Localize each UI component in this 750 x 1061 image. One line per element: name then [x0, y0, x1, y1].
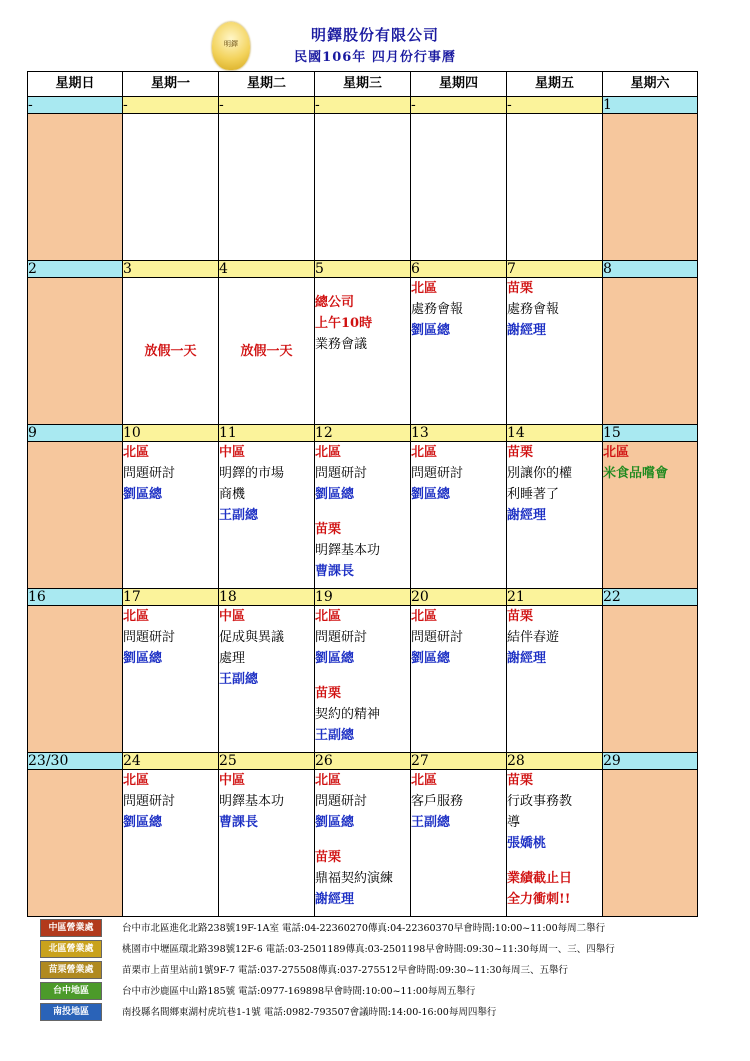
day-cell	[507, 114, 603, 261]
event-line: 米食品嚐會	[603, 466, 669, 481]
event-line: 北區	[123, 609, 150, 624]
date-number: -	[315, 97, 411, 114]
spacer	[315, 278, 410, 292]
day-cell	[28, 606, 123, 753]
date-number-row	[28, 589, 698, 606]
day-cell	[123, 114, 219, 261]
event-line: 北區	[411, 281, 438, 296]
date-number-row	[28, 261, 698, 278]
day-cell	[315, 442, 411, 589]
branch-badge: 苗栗營業處	[40, 961, 102, 979]
day-cell	[219, 278, 315, 425]
event-row	[28, 606, 698, 753]
calendar-table	[27, 71, 698, 917]
event-row	[28, 278, 698, 425]
branch-info: 台中市沙鹿區中山路185號 電話:0977-169898早會時間:10:00~11:00每周五舉行	[122, 986, 476, 997]
event-line: 問題研討	[411, 466, 464, 481]
event-line: 苗栗	[315, 686, 342, 701]
date-number: 13	[411, 425, 507, 442]
branch-row	[40, 1001, 730, 1022]
event-line: 行政事務教	[507, 794, 573, 809]
weekday-header: 星期五	[507, 72, 603, 97]
event-line: 總公司	[315, 295, 355, 310]
event-line: 謝經理	[507, 651, 547, 666]
day-cell	[28, 278, 123, 425]
date-number: 9	[28, 425, 123, 442]
event-line: 問題研討	[315, 630, 368, 645]
event-row	[28, 114, 698, 261]
event-line: 苗栗	[507, 281, 534, 296]
date-number: 17	[123, 589, 219, 606]
day-cell	[123, 770, 219, 917]
event-row	[28, 770, 698, 917]
date-number: -	[123, 97, 219, 114]
branch-row	[40, 980, 730, 1001]
date-number: 3	[123, 261, 219, 278]
event-line: 放假一天	[240, 343, 293, 359]
event-line: 上午10時	[315, 316, 373, 331]
event-line: 北區	[315, 773, 342, 788]
event-line: 劉區總	[123, 651, 163, 666]
date-number: 12	[315, 425, 411, 442]
day-cell	[123, 606, 219, 753]
event-line: 北區	[411, 609, 438, 624]
day-cell	[507, 770, 603, 917]
event-line: 苗栗	[507, 773, 534, 788]
day-cell	[507, 442, 603, 589]
date-number: 27	[411, 753, 507, 770]
day-cell	[315, 770, 411, 917]
day-cell	[123, 442, 219, 589]
event-line: 問題研討	[123, 630, 176, 645]
date-number: 8	[603, 261, 698, 278]
date-number: 4	[219, 261, 315, 278]
event-line: 北區	[123, 773, 150, 788]
event-line: 王副總	[315, 728, 355, 743]
calendar-title: 民國106年 四月份行事曆	[294, 50, 456, 65]
event-line: 曹課長	[219, 815, 259, 830]
event-line: 問題研討	[315, 466, 368, 481]
day-cell	[28, 114, 123, 261]
event-line: 鼎福契約演練	[315, 871, 394, 886]
event-line: 問題研討	[411, 630, 464, 645]
date-number: 24	[123, 753, 219, 770]
day-cell	[603, 442, 698, 589]
event-line: 劉區總	[411, 487, 451, 502]
day-cell	[123, 278, 219, 425]
event-line: 苗栗	[315, 850, 342, 865]
spacer	[315, 833, 410, 847]
date-number: 26	[315, 753, 411, 770]
branch-row	[40, 917, 730, 938]
weekday-header: 星期六	[603, 72, 698, 97]
day-cell	[411, 442, 507, 589]
event-line: 商機	[219, 487, 246, 502]
event-line: 處理	[219, 651, 246, 666]
event-line: 業績截止日	[507, 871, 573, 886]
event-line: 中區	[219, 609, 246, 624]
event-line: 問題研討	[123, 794, 176, 809]
date-number: 11	[219, 425, 315, 442]
event-line: 劉區總	[411, 651, 451, 666]
date-number: 15	[603, 425, 698, 442]
weekday-header: 星期四	[411, 72, 507, 97]
date-number: 1	[603, 97, 698, 114]
date-number-row	[28, 97, 698, 114]
event-line: 張嬌桃	[507, 836, 547, 851]
date-number: -	[28, 97, 123, 114]
event-line: 契約的精神	[315, 707, 381, 722]
day-cell	[603, 114, 698, 261]
event-line: 劉區總	[123, 487, 163, 502]
branch-info: 苗栗市上苗里站前1號9F-7 電話:037-275508傳真:037-275512早會時間:09:30~11:30每周三、五舉行	[122, 965, 569, 976]
event-line: 問題研討	[315, 794, 368, 809]
branch-info: 台中市北區進化北路238號19F-1A室 電話:04-22360270傳真:04-22360370早會時間:10:00~11:00每周二舉行	[122, 923, 606, 934]
event-line: 王副總	[219, 508, 259, 523]
branch-badge: 台中地區	[40, 982, 102, 1000]
day-cell	[603, 606, 698, 753]
event-line: 導	[507, 815, 521, 830]
company-name: 明鐸股份有限公司	[310, 26, 439, 44]
branch-row	[40, 938, 730, 959]
date-number: 5	[315, 261, 411, 278]
event-line: 業務會議	[315, 337, 368, 352]
event-line: 處務會報	[411, 302, 464, 317]
date-number: 22	[603, 589, 698, 606]
day-cell	[411, 606, 507, 753]
event-line: 劉區總	[123, 815, 163, 830]
branch-badge: 北區營業處	[40, 940, 102, 958]
event-line: 謝經理	[507, 323, 547, 338]
spacer	[507, 854, 602, 868]
event-line: 謝經理	[315, 892, 355, 907]
branch-badge: 南投地區	[40, 1003, 102, 1021]
event-line: 明鐸基本功	[315, 543, 381, 558]
day-cell	[603, 770, 698, 917]
date-number: 16	[28, 589, 123, 606]
event-line: 結伴春遊	[507, 630, 560, 645]
branch-info: 南投縣名間鄉東湖村虎坑巷1-1號 電話:0982-793507會議時間:14:00-16:00每周四舉行	[122, 1007, 497, 1018]
day-cell	[411, 278, 507, 425]
date-number: 18	[219, 589, 315, 606]
date-number: -	[507, 97, 603, 114]
event-line: 王副總	[411, 815, 451, 830]
date-number: 6	[411, 261, 507, 278]
day-cell	[219, 770, 315, 917]
date-number: -	[411, 97, 507, 114]
day-cell	[219, 606, 315, 753]
event-line: 放假一天	[144, 343, 197, 359]
day-cell	[315, 278, 411, 425]
day-cell	[411, 114, 507, 261]
weekday-header: 星期三	[315, 72, 411, 97]
event-line: 苗栗	[507, 609, 534, 624]
day-cell	[219, 114, 315, 261]
day-cell	[315, 114, 411, 261]
date-number: 19	[315, 589, 411, 606]
event-line: 王副總	[219, 672, 259, 687]
branch-footer	[40, 917, 730, 1022]
event-row	[28, 442, 698, 589]
weekday-header: 星期日	[28, 72, 123, 97]
day-cell	[28, 442, 123, 589]
event-line: 劉區總	[315, 651, 355, 666]
branch-badge: 中區營業處	[40, 919, 102, 937]
event-line: 全力衝刺!!	[507, 892, 571, 907]
event-line: 問題研討	[123, 466, 176, 481]
event-line: 北區	[315, 445, 342, 460]
event-line: 明鐸的市場	[219, 466, 285, 481]
spacer	[315, 505, 410, 519]
event-line: 劉區總	[315, 487, 355, 502]
weekday-header: 星期一	[123, 72, 219, 97]
event-line: 北區	[315, 609, 342, 624]
date-number: 10	[123, 425, 219, 442]
logo-text: 明鐸	[224, 40, 238, 48]
branch-info: 桃園市中壢區環北路398號12F-6 電話:03-2501189傳真:03-2501198早會時間:09:30~11:30每周一、三、四舉行	[122, 944, 615, 955]
date-number-row	[28, 753, 698, 770]
weekday-header-row	[28, 72, 698, 97]
branch-row	[40, 959, 730, 980]
date-number: 29	[603, 753, 698, 770]
day-cell	[219, 442, 315, 589]
event-line: 客戶服務	[411, 794, 464, 809]
event-line: 利睡著了	[507, 487, 560, 502]
date-number: 21	[507, 589, 603, 606]
date-number: -	[219, 97, 315, 114]
event-line: 曹課長	[315, 564, 355, 579]
date-number: 2	[28, 261, 123, 278]
event-line: 中區	[219, 445, 246, 460]
day-cell	[603, 278, 698, 425]
event-line: 明鐸基本功	[219, 794, 285, 809]
date-number: 28	[507, 753, 603, 770]
event-line: 北區	[123, 445, 150, 460]
event-line: 苗栗	[507, 445, 534, 460]
event-line: 謝經理	[507, 508, 547, 523]
date-number: 25	[219, 753, 315, 770]
weekday-header: 星期二	[219, 72, 315, 97]
event-line: 中區	[219, 773, 246, 788]
date-number: 23/30	[28, 753, 123, 770]
event-line: 別讓你的權	[507, 466, 573, 481]
date-number-row	[28, 425, 698, 442]
event-line: 劉區總	[411, 323, 451, 338]
event-line: 苗栗	[315, 522, 342, 537]
event-line: 北區	[411, 773, 438, 788]
event-line: 北區	[411, 445, 438, 460]
date-number: 20	[411, 589, 507, 606]
day-cell	[28, 770, 123, 917]
calendar-header	[0, 0, 750, 70]
date-number: 7	[507, 261, 603, 278]
day-cell	[507, 278, 603, 425]
event-line: 北區	[603, 445, 630, 460]
spacer	[315, 669, 410, 683]
date-number: 14	[507, 425, 603, 442]
event-line: 處務會報	[507, 302, 560, 317]
event-line: 劉區總	[315, 815, 355, 830]
day-cell	[315, 606, 411, 753]
day-cell	[411, 770, 507, 917]
event-line: 促成與異議	[219, 630, 285, 645]
day-cell	[507, 606, 603, 753]
